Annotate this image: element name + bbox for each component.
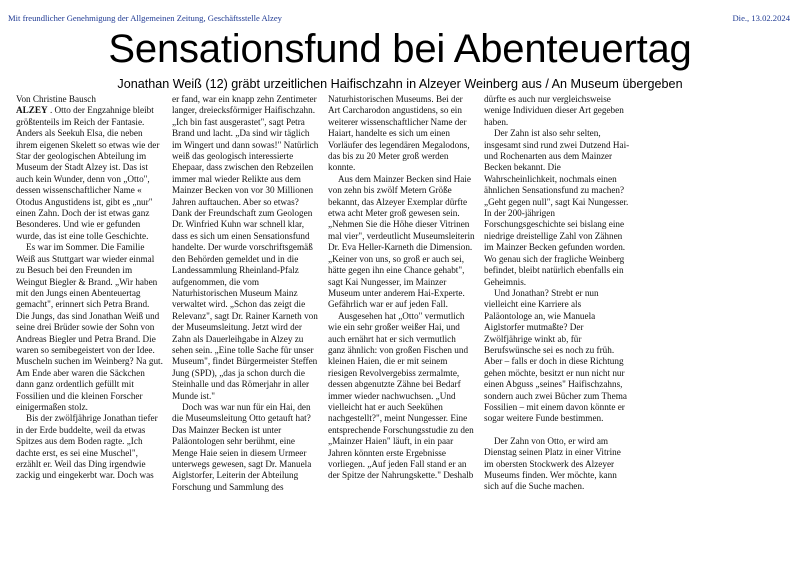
article-column-1 xyxy=(16,94,163,560)
article-subheadline: Jonathan Weiß (12) gräbt urzeitlichen Haifischzahn in Alzeyer Weinberg aus / An Museum übergeben xyxy=(117,77,683,91)
article-body xyxy=(16,94,786,560)
article-headline: Sensationsfund bei Abenteuertag xyxy=(108,27,692,71)
article-paragraph: Es war im Sommer. Die Familie Weiß aus Stuttgart war wieder einmal zu Besuch bei den Freunden im Weingut Biegler & Brand. „Wir haben mit den Jungs einen Abenteuertag gemacht", erinnert sich Petra Brand. Die Jungs, das sind Jonathan Weiß und seine drei Brüder sowie der Sohn von Andreas Biegler und Petra Brand. Die waren so semibegeistert von der Idee. Muscheln suchen im Weinberg? Na gut. Am Ende aber waren die Säckchen dann ganz ordentlich gefüllt mit Fossilien und die kleinen Forscher einigermaßen stolz. xyxy=(16,242,163,412)
dateline: ALZEY xyxy=(16,105,48,116)
publication-date: Die., 13.02.2024 xyxy=(732,13,790,23)
article-paragraph: Aus dem Mainzer Becken sind Haie von zehn bis zwölf Metern Größe bekannt, das Alzeyer Exemplar dürfte etwa acht Meter groß gewesen sein. „Nehmen Sie die Höhe dieser Vitrinen mal vier", verdeutlicht Museumsleiterin Dr. Eva Heller-Karneth die Dimension. „Keiner von uns, so groß er auch sei, hätte gegen ihn eine Chance gehabt", sagt Kai Nungesser, im Mainzer Museum unter anderem Hai-Experte. Gefährlich war er auf jeden Fall. xyxy=(328,173,475,310)
article-column-4 xyxy=(484,94,631,560)
article-paragraph: Bis der zwölfjährige Jonathan tiefer in der Erde buddelte, weil da etwas Spitzes aus dem Boden ragte. „Ich dachte erst, es sei eine Muschel", erzählt er. Weil das Ding irgendwie zackig und eingekerbt war. Doch was xyxy=(16,413,158,481)
article-paragraph xyxy=(16,105,163,242)
paragraph-text: . Otto der Engzahnige bleibt größtenteils im Reich der Fantasie. Anders als Seekuh Elsa, die neben ihrem eigenen Skelett so etwas wie der Star der geologischen Abteilung im Museum der Stadt Alzey ist. Das ist auch kein Wunder, denn von „Otto", dessen wissenschaftlicher Name « Otodus Angustidens ist, gibt es „nur" einen Zahn. Doch der ist etwas ganz Besonderes. Und wie er gefunden wurde, das ist eine tolle Geschichte. xyxy=(16,105,160,241)
article-column-2 xyxy=(172,94,319,560)
article-paragraph: Doch was war nun für ein Hai, den die Museumsleitung Otto getauft hat? Das Mainzer Becken ist unter Paläontologen sehr berühmt, eine Menge Haie seien in diesem Urmeer unterwegs gewesen, sagt Dr. Manuela Aiglstorfer, Leiterin der Abteilung Forschung und Sammlung des xyxy=(172,401,312,492)
article-paragraph: Ausgesehen hat „Otto" vermutlich wie ein sehr großer weißer Hai, und auch ernährt hat er sich vermutlich ganz ähnlich: von großen Fischen und kleinen Haien, die er mit seinem riesigen Revolvergebiss zermalmte, dessen abgenutzte Zähne bei Bedarf immer wieder nachwuchsen. „Und vielleicht hat er auch Seekühen nachgestellt?", meint Nungesser. Eine entsprechende Forschungsstudie zu den „Mainzer Haien" läuft, in ein paar Jahren könnten erste Ergebnisse vorliegen. „Auf jeden Fall stand er an der Spitze der Nahrungskette." Deshalb xyxy=(328,310,474,481)
article-paragraph: Naturhistorischen Museums. Bei der Art Carcharodon angustidens, so ein weiterer wissenschaftlicher Name der Haiart, handelte es sich um einen Vorläufer des legendären Megalodons, das bis zu 20 Meter groß werden konnte. xyxy=(328,94,470,173)
source-line xyxy=(8,13,790,25)
article-column-3 xyxy=(328,94,475,560)
article-paragraph: Der Zahn von Otto, er wird am Dienstag seinen Platz in einer Vitrine im obersten Stockwerk des Alzeyer Museums finden. Wer möchte, kann sich auf die Suche machen. xyxy=(484,435,621,492)
article-paragraph: er fand, war ein knapp zehn Zentimeter langer, dreiecksförmiger Haifischzahn. „Ich bin fast ausgerastet", sagt Petra Brand und lacht. „Da sind wir täglich im Wingert und dann sowas!" Natürlich weiß das geologisch interessierte Ehepaar, dass zwischen den Rebzeilen immer mal wieder Relikte aus dem Mainzer Becken von vor 30 Millionen Jahren auftauchen. Aber so etwas? Dank der Freundschaft zum Geologen Dr. Winfried Kuhn war schnell klar, dass es sich um einen Sensationsfund handelte. Der wurde vorschriftsgemäß den Behörden gemeldet und in die Landessammlung Rheinland-Pfalz aufgenommen, die vom Naturhistorischen Museum Mainz verwaltet wird. „Schon das zeigt die Relevanz", sagt Dr. Rainer Karneth von der Museumsleitung. Jetzt wird der Zahn als Dauerleihgabe in Alzey zu sehen sein. „Eine tolle Sache für unser Museum", findet Bürgermeister Steffen Jung (SPD), „das ja schon durch die Steinhalle und das Römerjahr in aller Munde ist." xyxy=(172,94,319,401)
source-credit: Mit freundlicher Genehmigung der Allgemeinen Zeitung, Geschäftsstelle Alzey xyxy=(8,13,282,23)
byline: Von Christine Bausch xyxy=(16,94,96,104)
article-paragraph: Der Zahn ist also sehr selten, insgesamt sind rund zwei Dutzend Hai- und Rochenarten aus dem Mainzer Becken bekannt. Die Wahrscheinlichkeit, nochmals einen ähnlichen Sensationsfund zu machen? „Geht gegen null", sagt Kai Nungesser. In der 200-jährigen Forschungsgeschichte sei bislang eine niedrige dreistellige Zahl von Zähnen im Mainzer Becken gefunden worden. Wo genau sich der fragliche Weinberg befindet, bleibt natürlich ebenfalls ein Geheimnis. xyxy=(484,128,630,287)
article-paragraph: Und Jonathan? Strebt er nun vielleicht eine Karriere als Paläontologe an, wie Manuela Aiglstorfer mutmaßte? Der Zwölfjährige winkt ab, für Berufswünsche sei es noch zu früh. Aber – falls er doch in diese Richtung gehen möchte, besitzt er nun nicht nur einen Abguss „seines" Haifischzahns, sondern auch zwei Bücher zum Thema Fossilien – mit einem davon könnte er sogar weitere Funde bestimmen. xyxy=(484,287,627,424)
article-paragraph: dürfte es auch nur vergleichsweise wenige Individuen dieser Art gegeben haben. xyxy=(484,94,624,127)
